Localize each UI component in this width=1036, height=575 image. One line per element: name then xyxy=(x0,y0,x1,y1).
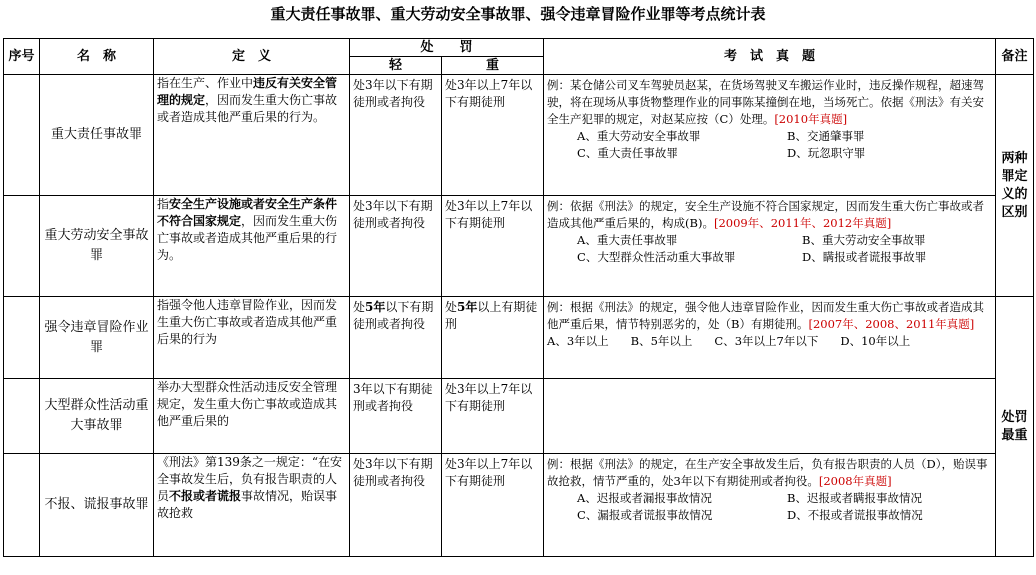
option-line: A、迟报或者漏报事故情况 B、迟报或者瞒报事故情况 xyxy=(577,491,922,505)
exam-stats-table xyxy=(3,38,1034,557)
row-number xyxy=(4,454,40,557)
option-line: A、3年以上 B、5年以上 C、3年以上7年以下 D、10年以上 xyxy=(547,334,911,348)
option-line: C、重大责任事故罪 D、玩忽职守罪 xyxy=(577,146,866,160)
row-number xyxy=(4,75,40,196)
row-number xyxy=(4,196,40,297)
option-line: C、漏报或者谎报事故情况 D、不报或者谎报事故情况 xyxy=(577,508,923,522)
table-row xyxy=(4,379,1034,454)
header-name: 名 称 xyxy=(40,39,154,75)
table-row xyxy=(4,196,1034,297)
header-exam: 考 试 真 题 xyxy=(544,39,996,75)
option-line: A、重大责任事故罪 B、重大劳动安全事故罪 xyxy=(577,233,926,247)
exam-question: 例：某仓储公司叉车驾驶员赵某，在货场驾驶叉车搬运作业时，违反操作规程，超速驾驶，将在现场从事货物整理作业的同事陈某撞倒在地，当场死亡。依据《刑法》有关安全生产犯罪的规定，对赵某应按（C）处理。[2010年真题] A、重大劳动安全事故罪 B、交通肇事罪 C、重大责任事故罪 D、玩忽职守罪 xyxy=(544,75,996,196)
header-definition: 定 义 xyxy=(154,39,350,75)
header-punishment: 处 罚 xyxy=(350,39,544,57)
punishment-light: 处3年以下有期徒刑或者拘役 xyxy=(350,196,442,297)
table-row xyxy=(4,454,1034,557)
exam-year: [2008年真题] xyxy=(818,474,892,488)
punishment-heavy: 处3年以上7年以下有期徒刑 xyxy=(442,196,544,297)
exam-question: 例：根据《刑法》的规定，强令他人违章冒险作业，因而发生重大伤亡事故或者造成其他严重后果，情节特别恶劣的，处（B）有期徒刑。[2007年、2008、2011年真题] A、3年以上 B、5年以上 C、3年以上7年以下 D、10年以上 xyxy=(544,297,996,379)
crime-name: 强令违章冒险作业罪 xyxy=(40,297,154,379)
note-heaviest-punishment: 处罚最重 xyxy=(996,297,1034,557)
exam-question: 例：依据《刑法》的规定，安全生产设施不符合国家规定，因而发生重大伤亡事故或者造成其他严重后果的，构成(B)。[2009年、2011年、2012年真题] A、重大责任事故罪 B、重大劳动安全事故罪 C、大型群众性活动重大事故罪 D、瞒报或者谎报事故罪 xyxy=(544,196,996,297)
punishment-heavy: 处3年以上7年以下有期徒刑 xyxy=(442,75,544,196)
row-number xyxy=(4,297,40,379)
table-row xyxy=(4,75,1034,196)
exam-year: [2007年、2008、2011年真题] xyxy=(808,317,975,331)
crime-name: 重大责任事故罪 xyxy=(40,75,154,196)
crime-name: 重大劳动安全事故罪 xyxy=(40,196,154,297)
punishment-light: 处3年以下有期徒刑或者拘役 xyxy=(350,454,442,557)
punishment-light: 处3年以下有期徒刑或者拘役 xyxy=(350,75,442,196)
note-definition-difference: 两种罪定义的区别 xyxy=(996,75,1034,297)
option-line: A、重大劳动安全事故罪 B、交通肇事罪 xyxy=(577,129,865,143)
crime-name: 不报、谎报事故罪 xyxy=(40,454,154,557)
exam-question: 例：根据《刑法》的规定，在生产安全事故发生后，负有报告职责的人员（D），贻误事故抢救，情节严重的，处3年以下有期徒刑或者拘役。[2008年真题] A、迟报或者漏报事故情况 B、迟报或者瞒报事故情况 C、漏报或者谎报事故情况 D、不报或者谎报事故情况 xyxy=(544,454,996,557)
table-row xyxy=(4,297,1034,379)
punishment-heavy: 处3年以上7年以下有期徒刑 xyxy=(442,379,544,454)
exam-year: [2010年真题] xyxy=(774,112,848,126)
punishment-light: 3年以下有期徒刑或者拘役 xyxy=(350,379,442,454)
exam-question-empty xyxy=(544,379,996,454)
punishment-heavy: 处5年以上有期徒刑 xyxy=(442,297,544,379)
header-note: 备注 xyxy=(996,39,1034,75)
crime-definition: 指在生产、作业中违反有关安全管理的规定，因而发生重大伤亡事故或者造成其他严重后果的行为。 xyxy=(154,75,350,196)
header-num: 序号 xyxy=(4,39,40,75)
page-title: 重大责任事故罪、重大劳动安全事故罪、强令违章冒险作业罪等考点统计表 xyxy=(270,5,766,23)
option-line: C、大型群众性活动重大事故罪 D、瞒报或者谎报事故罪 xyxy=(577,250,927,264)
header-light: 轻 xyxy=(350,57,442,75)
crime-definition: 举办大型群众性活动违反安全管理规定，发生重大伤亡事故或造成其他严重后果的 xyxy=(154,379,350,454)
exam-year: [2009年、2011年、2012年真题] xyxy=(713,216,892,230)
row-number xyxy=(4,379,40,454)
punishment-heavy: 处3年以上7年以下有期徒刑 xyxy=(442,454,544,557)
crime-definition: 指强令他人违章冒险作业，因而发生重大伤亡事故或者造成其他严重后果的行为 xyxy=(154,297,350,379)
crime-definition: 《刑法》第139条之一规定：“在安全事故发生后，负有报告职责的人员不报或者谎报事故情况，贻误事故抢救 xyxy=(154,454,350,557)
header-heavy: 重 xyxy=(442,57,544,75)
crime-name: 大型群众性活动重大事故罪 xyxy=(40,379,154,454)
punishment-light: 处5年以下有期徒刑或者拘役 xyxy=(350,297,442,379)
crime-definition: 指安全生产设施或者安全生产条件不符合国家规定，因而发生重大伤亡事故或者造成其他严重后果的行为。 xyxy=(154,196,350,297)
header-row xyxy=(4,39,1034,57)
